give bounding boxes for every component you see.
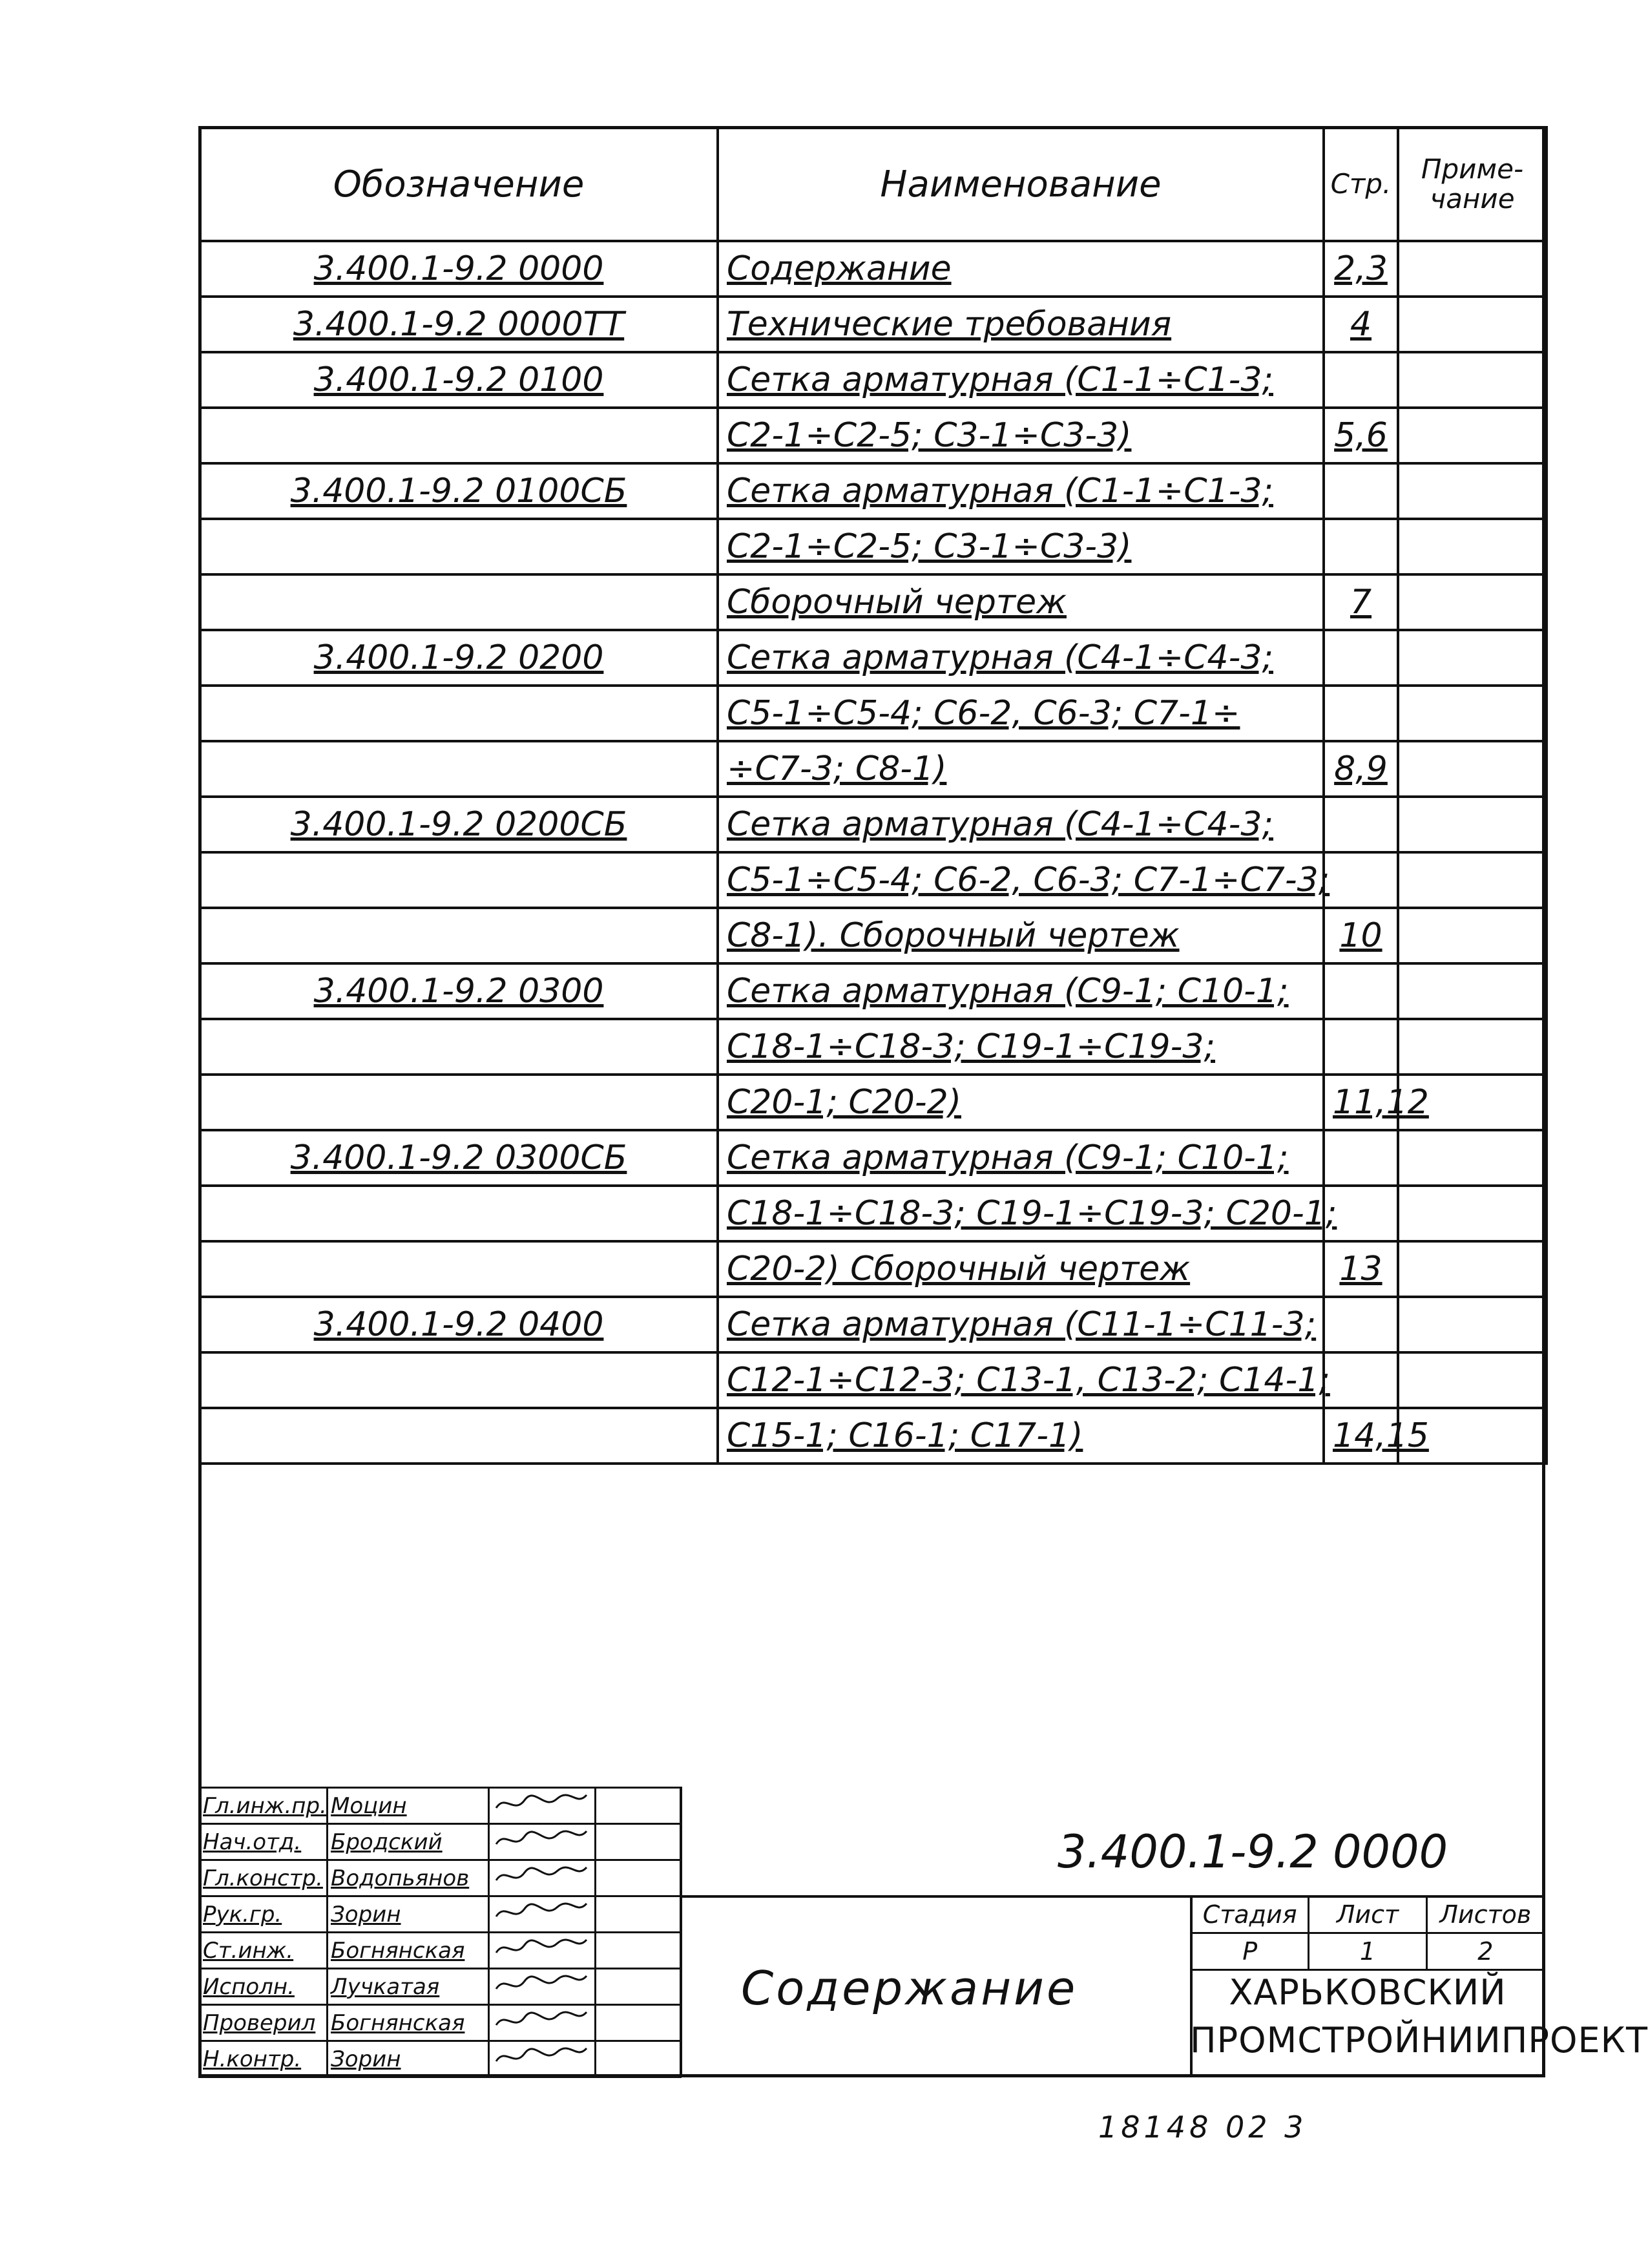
note-cell [1398, 963, 1547, 1019]
name-cell: Содержание [718, 241, 1324, 297]
note-cell [1398, 1352, 1547, 1408]
column-header-name: Наименование [718, 127, 1324, 241]
page-cell [1324, 852, 1398, 908]
page-cell: 7 [1324, 574, 1398, 630]
name-cell: С2-1÷С2-5; С3-1÷С3-3) [718, 408, 1324, 463]
organization-line: ХАРЬКОВСКИЙ [1229, 1972, 1507, 2013]
contents-table [198, 126, 1548, 1465]
signature-role: Гл.констр. [200, 1860, 328, 1896]
designation-cell [200, 519, 718, 574]
note-cell [1398, 1186, 1547, 1241]
signature-surname: Моцин [328, 1788, 489, 1824]
signature-surname: Лучкатая [328, 1969, 489, 2005]
note-cell [1398, 1297, 1547, 1352]
table-row [200, 574, 1547, 630]
sheet-header: Лист [1309, 1896, 1426, 1933]
designation-cell [200, 1241, 718, 1297]
organization-name [1190, 1969, 1648, 2064]
signature-surname: Зорин [328, 1896, 489, 1933]
date-cell [596, 1896, 681, 1933]
note-cell [1398, 797, 1547, 852]
signature-scribble [492, 2042, 589, 2070]
page-cell: 4 [1324, 297, 1398, 352]
name-cell: Сетка арматурная (С4-1÷С4-3; [718, 630, 1324, 686]
table-row [200, 519, 1547, 574]
table-row [200, 1408, 1547, 1464]
signature-row [200, 1788, 681, 1824]
table-row [200, 1352, 1547, 1408]
note-cell [1398, 519, 1547, 574]
page-cell: 8,9 [1324, 741, 1398, 797]
sheet-value: 1 [1309, 1933, 1426, 1970]
table-row [200, 741, 1547, 797]
signature-table [198, 1787, 682, 2078]
signature-scribble [492, 1825, 589, 1853]
note-cell [1398, 630, 1547, 686]
signature-row [200, 2041, 681, 2077]
note-cell [1398, 463, 1547, 519]
note-cell [1398, 241, 1547, 297]
name-cell: Сетка арматурная (С4-1÷С4-3; [718, 797, 1324, 852]
signature-role: Н.контр. [200, 2041, 328, 2077]
name-cell: Сетка арматурная (С9-1; С10-1; [718, 963, 1324, 1019]
signature-row [200, 1969, 681, 2005]
signature-scribble [492, 1789, 589, 1817]
signature-role: Нач.отд. [200, 1824, 328, 1860]
archive-stamp: 18148 02 3 [1098, 2110, 1308, 2145]
handwritten-signature [489, 1933, 596, 1969]
designation-cell: 3.400.1-9.2 0000 [200, 241, 718, 297]
page-cell [1324, 1130, 1398, 1186]
designation-cell [200, 908, 718, 963]
designation-cell [200, 1186, 718, 1241]
name-cell: С20-2) Сборочный чертеж [718, 1241, 1324, 1297]
designation-cell [200, 741, 718, 797]
name-cell: Сетка арматурная (С1-1÷С1-3; [718, 352, 1324, 408]
signature-surname: Водопьянов [328, 1860, 489, 1896]
designation-cell: 3.400.1-9.2 0300 [200, 963, 718, 1019]
note-cell [1398, 1241, 1547, 1297]
column-header-designation: Обозначение [200, 127, 718, 241]
signature-scribble [492, 1933, 589, 1962]
table-row [200, 1241, 1547, 1297]
document-code: 3.400.1-9.2 0000 [1058, 1825, 1448, 1878]
name-cell: С18-1÷С18-3; С19-1÷С19-3; [718, 1019, 1324, 1075]
table-row [200, 908, 1547, 963]
date-cell [596, 2041, 681, 2077]
signature-role: Проверил [200, 2005, 328, 2041]
page-cell [1324, 1019, 1398, 1075]
table-row [200, 241, 1547, 297]
page-cell [1324, 797, 1398, 852]
signature-role: Ст.инж. [200, 1933, 328, 1969]
designation-cell: 3.400.1-9.2 0000ТТ [200, 297, 718, 352]
designation-cell: 3.400.1-9.2 0400 [200, 1297, 718, 1352]
name-cell: Сетка арматурная (С11-1÷С11-3; [718, 1297, 1324, 1352]
signature-surname: Бродский [328, 1824, 489, 1860]
stage-header: Стадия [1191, 1896, 1309, 1933]
document-name: Содержание [741, 1961, 1078, 2015]
signature-row [200, 1896, 681, 1933]
column-header-note: Приме-чание [1398, 127, 1547, 241]
signature-surname: Богнянская [328, 2005, 489, 2041]
handwritten-signature [489, 1788, 596, 1824]
name-cell: ÷С7-3; С8-1) [718, 741, 1324, 797]
sheets-header: Листов [1426, 1896, 1544, 1933]
page-cell [1324, 463, 1398, 519]
table-row [200, 297, 1547, 352]
table-row [200, 1130, 1547, 1186]
table-row [200, 408, 1547, 463]
table-row [200, 1186, 1547, 1241]
signature-role: Гл.инж.пр. [200, 1788, 328, 1824]
name-cell: Технические требования [718, 297, 1324, 352]
signature-surname: Зорин [328, 2041, 489, 2077]
date-cell [596, 2005, 681, 2041]
table-row [200, 463, 1547, 519]
date-cell [596, 1824, 681, 1860]
designation-cell [200, 1408, 718, 1464]
designation-cell: 3.400.1-9.2 0200 [200, 630, 718, 686]
table-row [200, 352, 1547, 408]
name-cell: С2-1÷С2-5; С3-1÷С3-3) [718, 519, 1324, 574]
page-cell: 2,3 [1324, 241, 1398, 297]
note-cell [1398, 297, 1547, 352]
signature-row [200, 1824, 681, 1860]
note-cell [1398, 1130, 1547, 1186]
signature-surname: Богнянская [328, 1933, 489, 1969]
name-cell: С18-1÷С18-3; С19-1÷С19-3; С20-1; [718, 1186, 1324, 1241]
designation-cell [200, 574, 718, 630]
designation-cell: 3.400.1-9.2 0100 [200, 352, 718, 408]
designation-cell [200, 1019, 718, 1075]
table-row [200, 686, 1547, 741]
page-cell [1324, 519, 1398, 574]
signature-row [200, 2005, 681, 2041]
signature-role: Рук.гр. [200, 1896, 328, 1933]
table-header-row [200, 127, 1547, 241]
page-cell [1324, 686, 1398, 741]
table-row [200, 963, 1547, 1019]
signature-row [200, 1933, 681, 1969]
table-row [200, 1075, 1547, 1130]
page-cell [1324, 963, 1398, 1019]
designation-cell: 3.400.1-9.2 0100СБ [200, 463, 718, 519]
name-cell: С5-1÷С5-4; С6-2, С6-3; С7-1÷ [718, 686, 1324, 741]
signature-scribble [492, 1969, 589, 1998]
name-cell: Сетка арматурная (С1-1÷С1-3; [718, 463, 1324, 519]
note-cell [1398, 408, 1547, 463]
page-cell: 5,6 [1324, 408, 1398, 463]
page-cell: 14,15 [1324, 1408, 1398, 1464]
note-cell [1398, 352, 1547, 408]
designation-cell [200, 686, 718, 741]
signature-scribble [492, 2006, 589, 2034]
date-cell [596, 1969, 681, 2005]
name-cell: Сетка арматурная (С9-1; С10-1; [718, 1130, 1324, 1186]
organization-line: ПРОМСТРОЙНИИПРОЕКТ [1190, 2020, 1648, 2061]
column-header-page: Стр. [1324, 127, 1398, 241]
handwritten-signature [489, 1969, 596, 2005]
signature-scribble [492, 1897, 589, 1926]
table-row [200, 630, 1547, 686]
designation-cell [200, 408, 718, 463]
title-block-divider [680, 1787, 682, 2077]
signature-scribble [492, 1861, 589, 1889]
page-cell [1324, 1352, 1398, 1408]
note-cell [1398, 686, 1547, 741]
table-row [200, 1297, 1547, 1352]
handwritten-signature [489, 1824, 596, 1860]
signature-row [200, 1860, 681, 1896]
page-cell [1324, 1297, 1398, 1352]
note-cell [1398, 741, 1547, 797]
handwritten-signature [489, 2041, 596, 2077]
table-row [200, 797, 1547, 852]
designation-cell: 3.400.1-9.2 0300СБ [200, 1130, 718, 1186]
handwritten-signature [489, 2005, 596, 2041]
date-cell [596, 1788, 681, 1824]
page-cell: 11,12 [1324, 1075, 1398, 1130]
date-cell [596, 1860, 681, 1896]
name-cell: С15-1; С16-1; С17-1) [718, 1408, 1324, 1464]
table-row [200, 852, 1547, 908]
designation-cell [200, 852, 718, 908]
date-cell [596, 1933, 681, 1969]
designation-cell [200, 1352, 718, 1408]
note-cell [1398, 908, 1547, 963]
note-cell [1398, 574, 1547, 630]
page-cell [1324, 630, 1398, 686]
page-cell [1324, 352, 1398, 408]
page-cell: 13 [1324, 1241, 1398, 1297]
name-cell: С12-1÷С12-3; С13-1, С13-2; С14-1; [718, 1352, 1324, 1408]
name-cell: Сборочный чертеж [718, 574, 1324, 630]
name-cell: С8-1). Сборочный чертеж [718, 908, 1324, 963]
signature-role: Исполн. [200, 1969, 328, 2005]
stage-value: Р [1191, 1933, 1309, 1970]
handwritten-signature [489, 1860, 596, 1896]
name-cell: С20-1; С20-2) [718, 1075, 1324, 1130]
table-row [200, 1019, 1547, 1075]
page-cell: 10 [1324, 908, 1398, 963]
designation-cell [200, 1075, 718, 1130]
title-block [198, 1787, 1648, 2077]
designation-cell: 3.400.1-9.2 0200СБ [200, 797, 718, 852]
name-cell: С5-1÷С5-4; С6-2, С6-3; С7-1÷С7-3; [718, 852, 1324, 908]
handwritten-signature [489, 1896, 596, 1933]
note-cell [1398, 852, 1547, 908]
stage-table [1190, 1895, 1545, 1971]
note-cell [1398, 1019, 1547, 1075]
sheets-value: 2 [1426, 1933, 1544, 1970]
